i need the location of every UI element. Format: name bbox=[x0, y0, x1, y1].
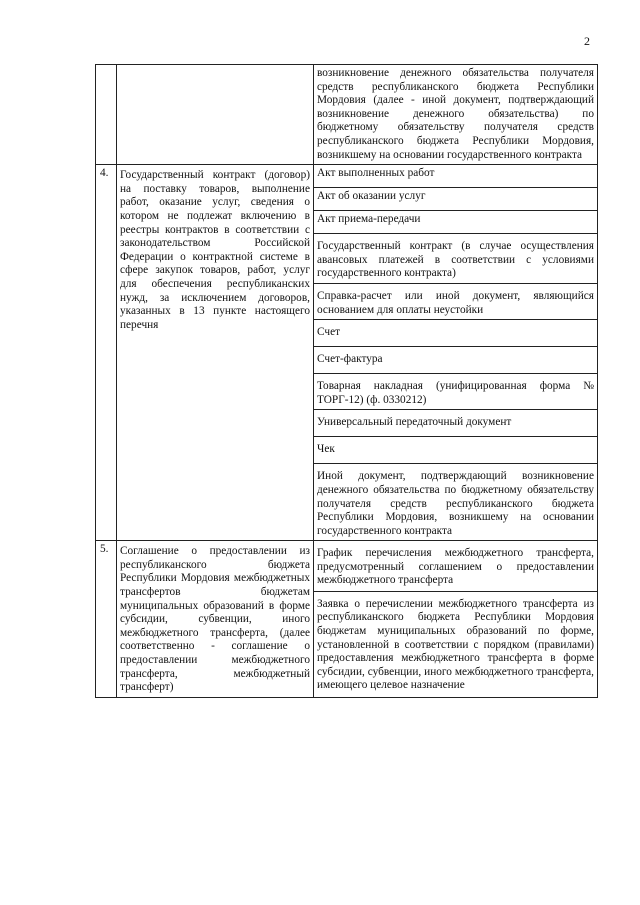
document-item: Заявка о перечислении межбюджетного трансферта из республиканского бюджета Республики Мордовия бюджетам муниципальных образований по форме, установленной в соответствии с порядком (правилами) предоставления межбюджетного трансферта в форме субсидии, субвенции, иного межбюджетного трансферта, имеющего целевое назначение bbox=[314, 591, 598, 697]
section-description: Соглашение о предоставлении из республиканского бюджета Республики Мордовия межбюджетных трансфертов бюджетам муниципальных образований в форме субсидии, субвенции, иного межбюджетного трансферта, (далее соответственно - соглашение о предоставлении межбюджетного трансферта, межбюджетный трансферт) bbox=[117, 541, 314, 698]
page-number: 2 bbox=[584, 34, 590, 48]
description-cell bbox=[117, 65, 314, 165]
document-item: Акт об оказании услуг bbox=[314, 188, 598, 211]
document-item: Акт приема-передачи bbox=[314, 211, 598, 234]
number-cell bbox=[96, 65, 117, 165]
document-item: Чек bbox=[314, 437, 598, 464]
document-item: Акт выполненных работ bbox=[314, 165, 598, 188]
document-cell: возникновение денежного обязательства получателя средств республиканского бюджета Республики Мордовия (далее - иной документ, подтверждающий возникновение денежного обязательства) по бюджетному обязательству получателя средств республиканского бюджета Республики Мордовия, возникшему на основании государственного контракта bbox=[314, 65, 598, 165]
document-item: График перечисления межбюджетного трансферта, предусмотренный соглашением о предоставлении межбюджетного трансферта bbox=[314, 541, 598, 592]
section-description: Государственный контракт (договор) на поставку товаров, выполнение работ, оказание услуг, сведения о котором не подлежат включению в реестры контрактов в соответствии с законодательством Российской Федерации о контрактной системе в сфере закупок товаров, работ, услуг для обеспечения республиканских нужд, за исключением договоров, указанных в 13 пункте настоящего перечня bbox=[117, 165, 314, 541]
document-item: Государственный контракт (в случае осуществления авансовых платежей в соответствии с условиями государственного контракта) bbox=[314, 234, 598, 284]
table-row-continuation bbox=[96, 65, 598, 165]
section-number: 4. bbox=[96, 165, 117, 541]
document-item: Справка-расчет или иной документ, являющийся основанием для оплаты неустойки bbox=[314, 283, 598, 319]
document-item: Счет bbox=[314, 320, 598, 347]
table-row bbox=[96, 541, 598, 592]
document-item: Универсальный передаточный документ bbox=[314, 410, 598, 437]
document-item: Иной документ, подтверждающий возникновение денежного обязательства по бюджетному обязательству получателя средств республиканского бюджета Республики Мордовия, возникшему на основании государственного контракта bbox=[314, 464, 598, 541]
document-item: Счет-фактура bbox=[314, 347, 598, 374]
documents-table bbox=[95, 64, 598, 698]
section-number: 5. bbox=[96, 541, 117, 698]
document-item: Товарная накладная (унифицированная форма № ТОРГ-12) (ф. 0330212) bbox=[314, 374, 598, 410]
table-row bbox=[96, 165, 598, 188]
